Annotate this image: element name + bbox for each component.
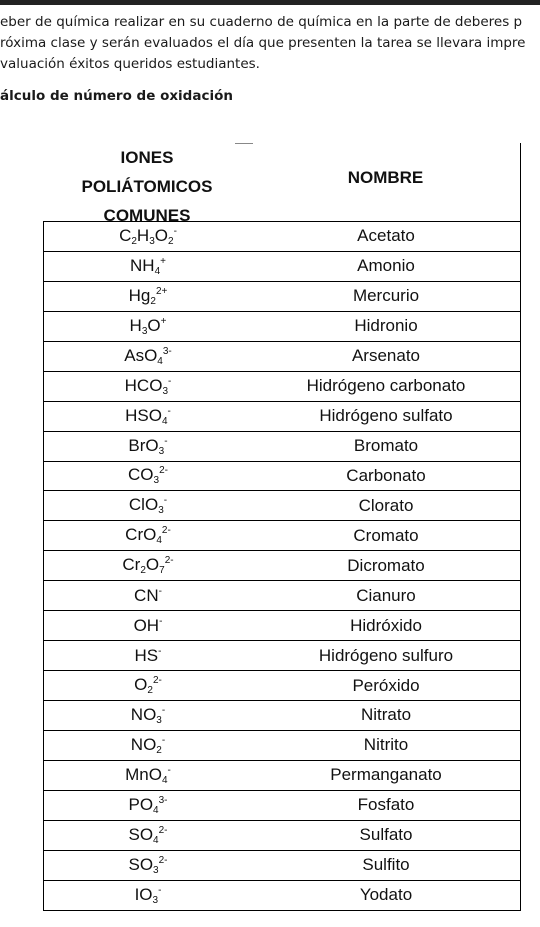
formula-symbol: O [145,555,160,575]
formula-charge: 2- [158,854,168,866]
ion-formula [44,436,252,457]
formula-subscript: 3 [158,445,165,457]
formula-charge: + [160,255,166,267]
ion-formula [44,286,252,307]
ion-name: Arsenato [351,346,421,366]
ion-name: Sulfato [359,825,413,845]
ion-formula [44,646,252,666]
formula-charge: 2- [161,525,171,537]
ion-name: Dicromato [347,555,425,575]
table-row [44,432,520,462]
formula-subscript: 3 [149,235,155,247]
ion-name: Nitrito [363,735,409,755]
formula-subscript: 2 [150,295,156,307]
formula-subscript: 4 [153,834,159,846]
formula-charge: 3- [162,345,172,357]
formula-symbol: CO [128,465,154,485]
formula-charge: 2- [158,824,168,836]
ion-formula [44,495,252,516]
formula-symbol: SO [128,824,154,844]
formula-charge: - [158,884,162,896]
ion-name: Permanganato [330,765,442,785]
formula-subscript: 2 [131,235,137,247]
formula-subscript: 2 [168,235,174,247]
formula-symbol: MnO [125,764,162,784]
table-row [44,342,520,372]
table-row [44,402,520,432]
formula-charge: 2+ [155,285,168,297]
formula-symbol: H [136,225,150,245]
formula-subscript: 3 [158,505,164,517]
formula-symbol: CN [134,585,159,605]
table-row [44,491,520,521]
ion-formula [44,825,252,846]
intro-paragraph [0,12,540,75]
ion-name: Carbonato [346,465,426,485]
table-row [44,821,520,851]
header-line: COMUNES [103,206,191,225]
formula-symbol: NO [130,704,157,724]
intro-line: eber de química realizar en su cuaderno de química en la parte de deberes p [0,14,523,30]
table-row [44,521,520,551]
table-row [44,611,520,641]
formula-symbol: CrO [125,525,157,545]
header-col-ions [43,143,251,230]
formula-symbol: AsO [124,345,158,365]
formula-charge: - [168,375,172,387]
ion-name: Peróxido [352,675,420,695]
formula-subscript: 2 [140,565,146,577]
ion-formula [44,555,252,576]
table-row [44,761,520,791]
formula-symbol: ClO [128,495,159,515]
table-row [44,462,520,492]
header-col-name: NOMBRE [347,168,424,187]
formula-symbol: IO [134,884,153,904]
table-row [44,641,520,671]
ion-name: Cromato [353,525,419,545]
formula-symbol: O [147,315,161,335]
section-subtitle: álculo de número de oxidación [0,88,233,104]
intro-line: valuación éxitos queridos estudiantes. [0,56,260,72]
formula-charge: 3- [158,794,168,806]
ion-name: Clorato [358,495,414,515]
ion-formula [44,765,252,786]
formula-subscript: 3 [152,894,159,906]
ion-name: Hidróxido [350,615,422,635]
ion-formula [44,376,252,397]
formula-charge: 2- [164,555,174,567]
formula-charge: - [163,495,168,507]
formula-subscript: 4 [156,535,162,547]
table-row [44,701,520,731]
ion-name: Hidrógeno carbonato [306,376,466,396]
table-body [43,222,521,911]
formula-charge: - [167,764,171,776]
formula-subscript: 7 [159,565,165,577]
ion-formula [44,675,252,696]
ion-formula [44,316,252,337]
ion-name: Bromato [353,436,419,456]
ion-name: Hidrógeno sulfato [319,406,453,426]
formula-symbol: Cr [122,555,141,575]
ion-name: Cianuro [356,585,416,605]
formula-charge: - [158,645,162,657]
formula-symbol: PO [128,794,154,814]
table-row [44,881,520,911]
table-row [44,282,520,312]
formula-charge: - [167,405,171,417]
formula-symbol: HCO [124,375,163,395]
ion-name: Sulfito [362,855,410,875]
table-row [44,671,520,701]
ion-name: Mercurio [352,286,420,306]
ion-formula [44,855,252,876]
table-row [44,581,520,611]
ion-name: Hidronio [354,316,418,336]
table-row [44,551,520,581]
top-border [0,0,540,5]
formula-symbol: HSO [125,405,162,425]
ion-name: Fosfato [357,795,415,815]
formula-subscript: 4 [157,355,163,367]
formula-subscript: 4 [154,265,161,277]
formula-symbol: Hg [128,285,151,305]
formula-charge: 2- [152,675,162,687]
ion-formula [44,795,252,816]
formula-symbol: O [134,675,148,695]
formula-subscript: 3 [156,714,162,726]
formula-symbol: SO [128,854,154,874]
formula-charge: - [158,585,162,597]
formula-symbol: BrO [128,435,159,455]
ion-name: Amonio [357,256,415,276]
formula-subscript: 2 [156,744,162,756]
formula-charge: + [160,315,167,327]
ion-formula [44,735,252,756]
ion-name: Yodato [359,885,413,905]
header-line: POLIÁTOMICOS [81,177,213,196]
formula-symbol: H [129,315,142,335]
formula-subscript: 3 [153,475,160,487]
table-header [43,143,521,225]
table-row [44,731,520,761]
ion-formula [44,406,252,427]
formula-subscript: 3 [141,325,148,337]
table-row [44,252,520,282]
ion-name: Acetato [357,226,415,246]
table-row [44,791,520,821]
ion-formula [44,346,252,367]
table-row [44,372,520,402]
formula-charge: - [159,615,163,627]
formula-symbol: C [119,225,132,245]
formula-symbol: OH [133,615,160,635]
formula-charge: - [161,734,166,746]
intro-line: róxima clase y serán evaluados el día que presenten la tarea se llevara impre [0,35,526,51]
formula-charge: - [164,435,168,447]
ion-formula [44,525,252,546]
formula-symbol: O [154,225,168,245]
formula-charge: 2- [159,465,168,477]
formula-symbol: NO [130,734,157,754]
ion-formula [44,885,252,906]
formula-subscript: 4 [161,415,168,427]
formula-subscript: 3 [153,864,159,876]
ion-formula [44,465,252,486]
formula-subscript: 4 [153,804,159,816]
formula-subscript: 2 [147,685,153,697]
ion-formula [44,705,252,726]
formula-charge: - [161,704,166,716]
formula-symbol: HS [134,645,159,665]
formula-symbol: NH [130,255,155,275]
ion-formula [44,256,252,277]
polyatomic-ions-table [43,143,521,911]
table-row [44,851,520,881]
formula-subscript: 3 [162,385,168,397]
table-row [44,312,520,342]
formula-charge: - [173,225,177,237]
ion-name: Hidrógeno sulfuro [318,645,454,665]
ion-formula [44,616,252,636]
formula-subscript: 4 [161,774,168,786]
header-line: IONES [120,148,174,167]
ion-name: Nitrato [360,705,412,725]
ion-formula [44,586,252,606]
